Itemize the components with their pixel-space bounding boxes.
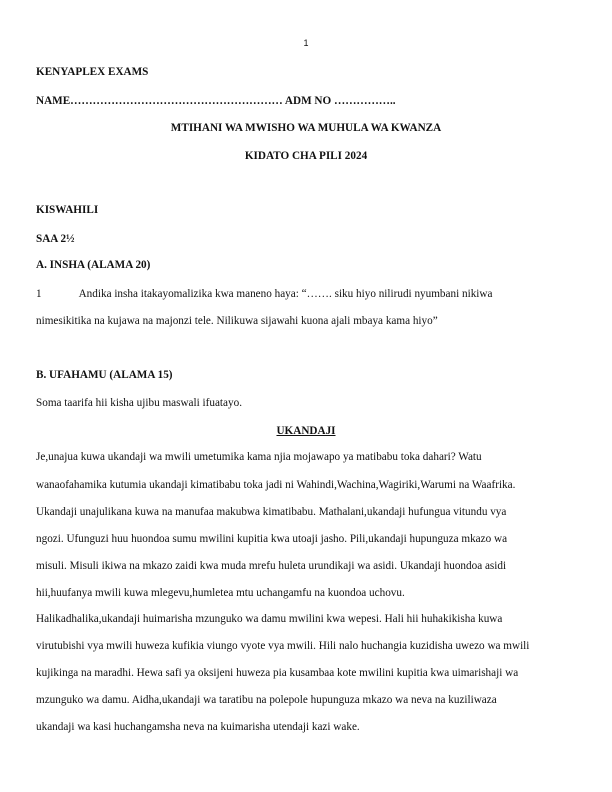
section-b-heading: B. UFAHAMU (ALAMA 15) bbox=[36, 369, 173, 381]
form-year: KIDATO CHA PILI 2024 bbox=[244, 150, 368, 162]
name-adm-line: NAME………………………………………………… ADM NO …………….. bbox=[36, 95, 396, 107]
passage-line: wanaofahamika kutumia ukandaji kimatibabu toka jadi ni Wahindi,Wachina,Wagiriki,Warumi na Waafrika. bbox=[36, 479, 516, 491]
passage-line: kujikinga na maradhi. Hewa safi ya oksijeni huweza pia kusambaa kote mwilini kupitia kwa uimarishaji wa bbox=[36, 667, 519, 679]
passage-line: virutubishi vya mwili huweza kufikia viungo vyote vya mwili. Hili nalo huchangia kuzidisha uwezo wa mwili bbox=[36, 640, 530, 652]
exam-title: MTIHANI WA MWISHO WA MUHULA WA KWANZA bbox=[170, 122, 442, 134]
page-number: 1 bbox=[303, 38, 309, 48]
section-a-heading: A. INSHA (ALAMA 20) bbox=[36, 259, 151, 271]
passage-line: Je,unajua kuwa ukandaji wa mwili umetumika kama njia mojawapo ya matibabu toka dahari? Watu bbox=[36, 451, 482, 463]
question-text: Andika insha itakayomalizika kwa maneno haya: “……. siku hiyo nilirudi nyumbani nikiwa bbox=[78, 288, 493, 300]
passage-line: Ukandaji unajulikana kuwa na manufaa makubwa kimatibabu. Mathalani,ukandaji hufungua vitundu vya bbox=[36, 506, 507, 518]
question-1-cont: nimesikitika na kujawa na majonzi tele. Nilikuwa sijawahi kuona ajali mbaya kama hiyo” bbox=[36, 315, 438, 327]
org-name: KENYAPLEX EXAMS bbox=[36, 66, 149, 78]
passage-title: UKANDAJI bbox=[276, 425, 336, 437]
duration: SAA 2½ bbox=[36, 233, 75, 245]
question-1 bbox=[36, 287, 492, 301]
subject-heading: KISWAHILI bbox=[36, 204, 99, 216]
passage-line: mzunguko wa damu. Aidha,ukandaji wa taratibu na polepole hupunguza mkazo wa neva na kuziliwaza bbox=[36, 694, 497, 706]
passage-line: ngozi. Ufunguzi huu huondoa sumu mwilini kupitia kwa utoaji jasho. Pili,ukandaji hupunguza mkazo wa bbox=[36, 533, 508, 545]
passage-line: ukandaji wa kasi huchangamsha neva na kuimarisha utendaji kazi wake. bbox=[36, 721, 360, 733]
passage-line: misuli. Misuli ikiwa na mkazo zaidi kwa muda mrefu huleta urundikaji wa asidi. Ukandaji huondoa asidi bbox=[36, 560, 507, 572]
question-number: 1 bbox=[36, 288, 42, 300]
instruction: Soma taarifa hii kisha ujibu maswali ifuatayo. bbox=[36, 397, 242, 409]
passage-line: hii,huufanya mwili kuwa mlegevu,humletea mtu uchangamfu na kuondoa uchovu. bbox=[36, 587, 405, 599]
passage-line: Halikadhalika,ukandaji huimarisha mzunguko wa damu mwilini kwa wepesi. Hali hii huhakikisha kuwa bbox=[36, 613, 503, 625]
